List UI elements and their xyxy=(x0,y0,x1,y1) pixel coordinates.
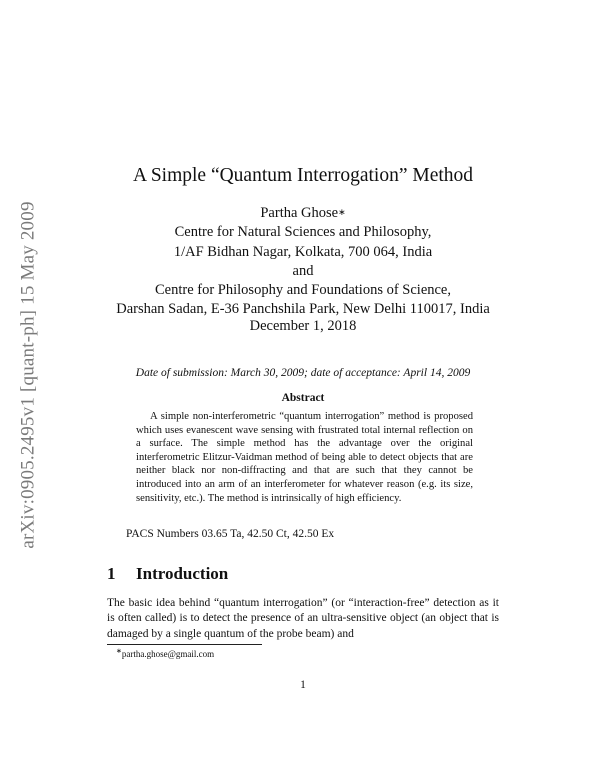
footnote-email: partha.ghose@gmail.com xyxy=(121,649,215,659)
page-number: 1 xyxy=(300,679,306,691)
arxiv-stamp xyxy=(8,180,50,570)
section-heading xyxy=(107,564,228,584)
footnote-marker: ∗ xyxy=(116,647,122,655)
abstract-heading: Abstract xyxy=(281,392,325,404)
author-footnote-marker: ∗ xyxy=(338,207,346,217)
author-name: Partha Ghose xyxy=(260,205,339,221)
affiliation-line: Darshan Sadan, E-36 Panchshila Park, New Delhi 110017, India xyxy=(116,301,490,318)
footnote-rule xyxy=(107,644,262,645)
introduction-text: The basic idea behind “quantum interrogation” (or “interaction-free” detection as it is often called) is to detect the presence of an ultra-sensitive object (an object that is damaged by a single quantum of the probe beam) and xyxy=(107,597,499,640)
paper-date: December 1, 2018 xyxy=(249,318,357,334)
abstract-text: A simple non-interferometric “quantum interrogation” method is proposed which uses evanescent wave sensing with frustrated total internal reflection on a surface. The simple method has the advantage over the original interferometric Elitzur-Vaidman method of being able to detect objects that are neither black nor non-diffracting and that are such that they cannot be introduced into an arm of an interferometer for whatever reason (e.g. its size, sensitivity, etc.). The method is intrinsically of high efficiency. xyxy=(136,411,473,504)
paper-title: A Simple “Quantum Interrogation” Method xyxy=(132,165,474,186)
affiliation-line: Centre for Philosophy and Foundations of Science, xyxy=(155,282,451,299)
section-title: Introduction xyxy=(136,564,229,583)
section-number: 1 xyxy=(107,564,116,583)
submission-dates: Date of submission: March 30, 2009; date of acceptance: April 14, 2009 xyxy=(135,367,471,379)
pacs-numbers: PACS Numbers 03.65 Ta, 42.50 Ct, 42.50 Ex xyxy=(126,528,335,540)
author-line xyxy=(107,204,499,223)
affiliation-line: Centre for Natural Sciences and Philosophy, xyxy=(174,224,432,241)
footnote xyxy=(116,647,214,659)
affiliation-line: 1/AF Bidhan Nagar, Kolkata, 700 064, India xyxy=(173,243,433,260)
arxiv-id: arXiv:0905.2495v1 [quant-ph] 15 May 2009 xyxy=(18,201,39,549)
author-block xyxy=(107,204,499,320)
affiliation-conjunction: and xyxy=(292,262,314,279)
